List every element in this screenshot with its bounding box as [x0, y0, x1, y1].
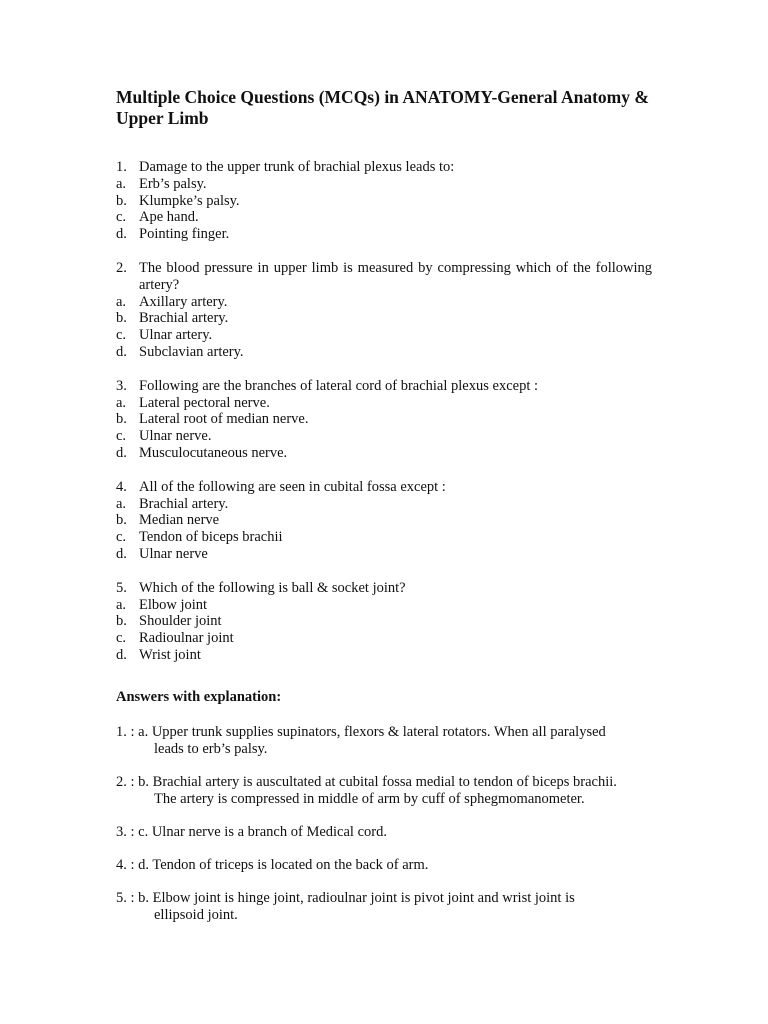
- option-letter: d.: [116, 646, 127, 663]
- option-letter: a.: [116, 596, 127, 613]
- document-page: [116, 87, 652, 940]
- option-text: Ulnar nerve: [139, 545, 208, 562]
- question-text: Which of the following is ball & socket joint?: [139, 579, 406, 596]
- option-letter: c.: [116, 428, 127, 445]
- option-letter: b.: [116, 613, 127, 630]
- option-letter: d.: [116, 226, 127, 243]
- option-letter: b.: [116, 512, 127, 529]
- option-letter: a.: [116, 394, 127, 411]
- option-letter: b.: [116, 411, 127, 428]
- option-letter: d.: [116, 545, 127, 562]
- question-number: 3.: [116, 377, 127, 394]
- question-2: [116, 260, 652, 361]
- option-text: Lateral pectoral nerve.: [139, 394, 270, 411]
- question-text: Following are the branches of lateral cord of brachial plexus except :: [139, 377, 538, 394]
- option-letter: c.: [116, 327, 127, 344]
- answer-continuation: The artery is compressed in middle of arm by cuff of sphegmomanometer.: [154, 790, 585, 807]
- option-text: Radioulnar joint: [139, 630, 234, 647]
- question-5: [116, 580, 652, 664]
- option-text: Shoulder joint: [139, 613, 222, 630]
- option-text: Elbow joint: [139, 596, 208, 613]
- question-text: All of the following are seen in cubital fossa except :: [139, 478, 446, 495]
- option-text: Pointing finger.: [139, 226, 230, 243]
- question-text: The blood pressure in upper limb is measured by compressing which of the following artery?: [139, 259, 652, 293]
- option-text: Wrist joint: [139, 646, 201, 663]
- option-text: Brachial artery.: [139, 310, 229, 327]
- option-text: Brachial artery.: [139, 495, 229, 512]
- answer-4: [116, 857, 652, 874]
- option-text: Musculocutaneous nerve.: [139, 444, 288, 461]
- option-letter: d.: [116, 343, 127, 360]
- option-letter: b.: [116, 310, 127, 327]
- question-4: [116, 479, 652, 563]
- option-text: Lateral root of median nerve.: [139, 411, 309, 428]
- option-letter: a.: [116, 293, 127, 310]
- option-text: Axillary artery.: [139, 293, 228, 310]
- option-letter: c.: [116, 529, 127, 546]
- option-text: Ulnar artery.: [139, 327, 213, 344]
- option-letter: d.: [116, 444, 127, 461]
- option-text: Erb’s palsy.: [139, 175, 207, 192]
- answer-line: 1. : a. Upper trunk supplies supinators, flexors & lateral rotators. When all paralysed: [116, 723, 606, 740]
- question-text: Damage to the upper trunk of brachial plexus leads to:: [139, 159, 455, 175]
- answer-list: [116, 724, 652, 924]
- answer-line: 2. : b. Brachial artery is auscultated at cubital fossa medial to tendon of biceps brachii.: [116, 773, 617, 790]
- option-text: Ulnar nerve.: [139, 428, 212, 445]
- question-number: 5.: [116, 579, 127, 596]
- answer-1: [116, 724, 652, 758]
- question-1: [116, 159, 652, 243]
- document-title: Multiple Choice Questions (MCQs) in ANATOMY-General Anatomy & Upper Limb: [116, 87, 649, 128]
- option-text: Ape hand.: [139, 209, 199, 226]
- answer-3: [116, 824, 652, 841]
- option-text: Tendon of biceps brachii: [139, 529, 283, 546]
- question-number: 1.: [116, 159, 127, 175]
- question-number: 2.: [116, 259, 127, 276]
- question-3: [116, 378, 652, 462]
- option-text: Subclavian artery.: [139, 343, 244, 360]
- option-letter: a.: [116, 175, 127, 192]
- question-list: [116, 159, 652, 664]
- option-text: Median nerve: [139, 512, 220, 529]
- question-number: 4.: [116, 478, 127, 495]
- option-letter: b.: [116, 192, 127, 209]
- answer-line: 4. : d. Tendon of triceps is located on the back of arm.: [116, 856, 429, 873]
- answer-5: [116, 890, 652, 924]
- option-letter: c.: [116, 209, 127, 226]
- answer-line: 5. : b. Elbow joint is hinge joint, radioulnar joint is pivot joint and wrist joint is: [116, 889, 575, 906]
- answer-continuation: leads to erb’s palsy.: [154, 740, 268, 757]
- answer-2: [116, 774, 652, 808]
- answer-continuation: ellipsoid joint.: [154, 906, 238, 923]
- option-text: Klumpke’s palsy.: [139, 192, 240, 209]
- option-letter: a.: [116, 495, 127, 512]
- answers-heading: Answers with explanation:: [116, 688, 282, 705]
- answer-line: 3. : c. Ulnar nerve is a branch of Medical cord.: [116, 823, 387, 840]
- option-letter: c.: [116, 630, 127, 647]
